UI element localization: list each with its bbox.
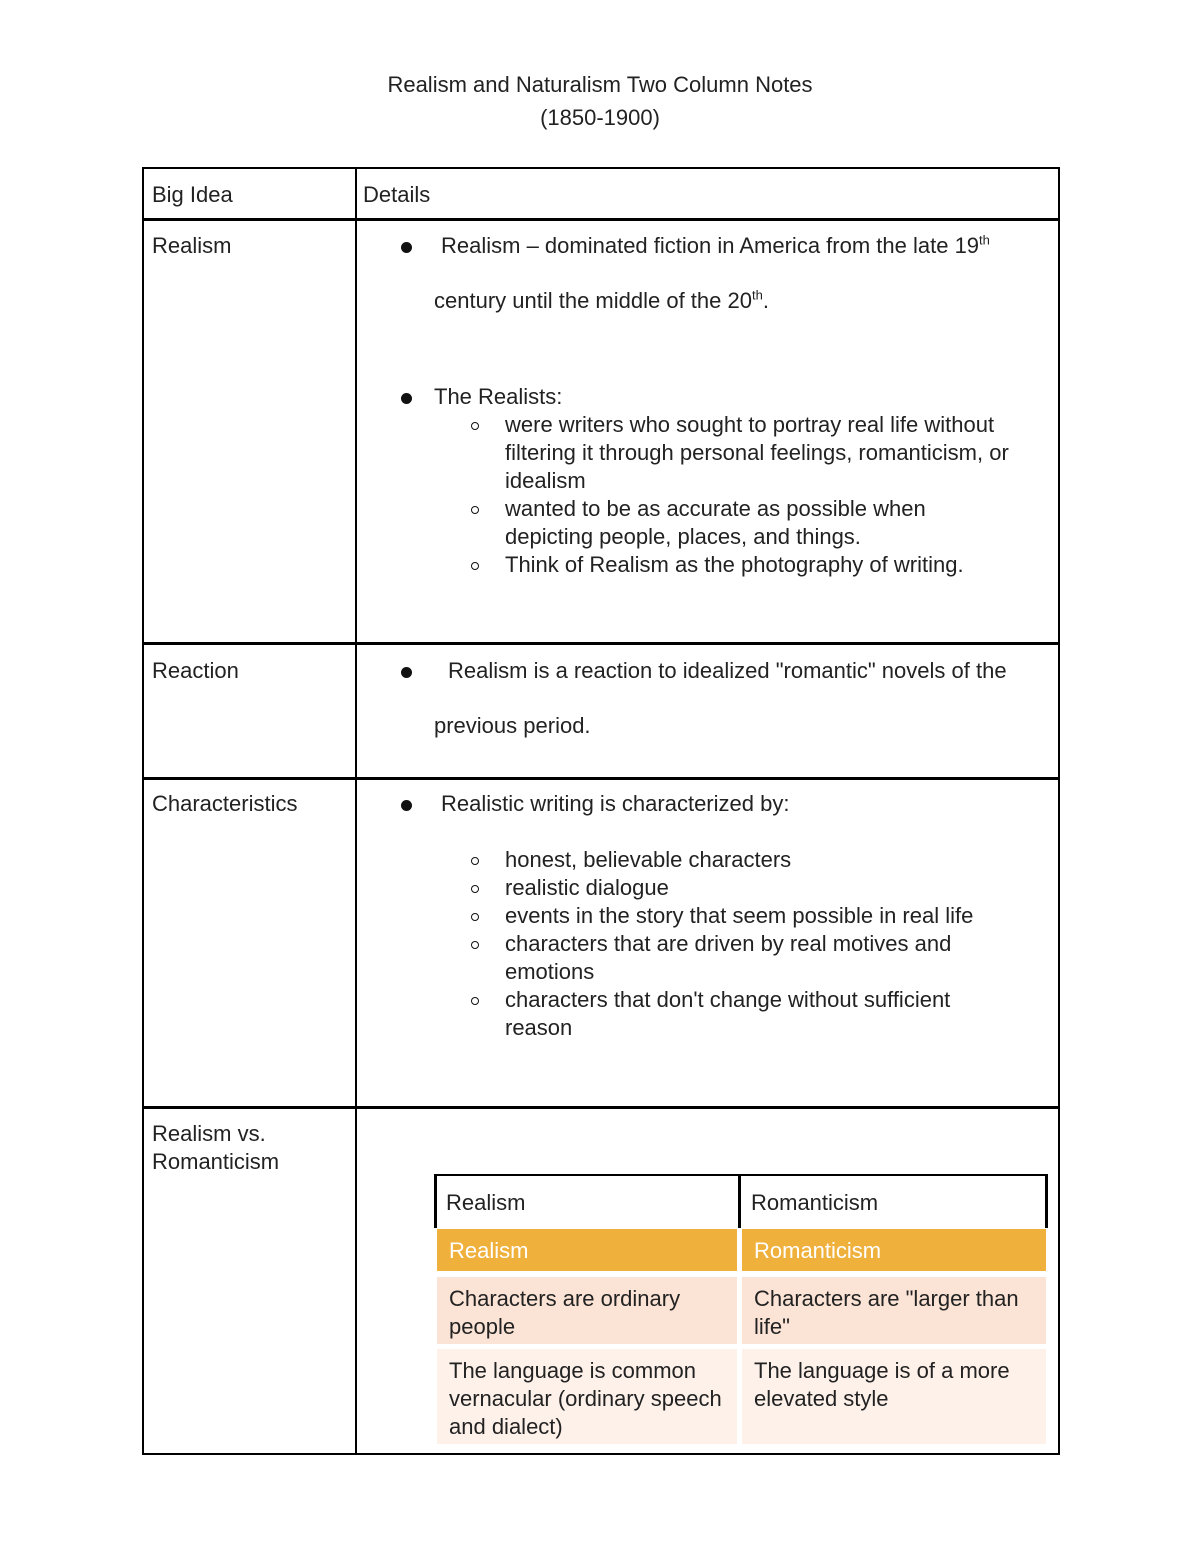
sub-bullet-icon xyxy=(471,941,479,949)
comparison-cell-realism: Realism xyxy=(437,1229,737,1271)
row-divider xyxy=(144,1106,1058,1109)
characteristic-item: characters that are driven by real motives and emotions xyxy=(505,931,952,984)
header-details: Details xyxy=(363,182,431,207)
reaction-detail-line1: Realism is a reaction to idealized "romantic" novels of the xyxy=(448,658,1007,683)
row-divider xyxy=(144,777,1058,780)
realism-detail-line2: century until the middle of the 20th. xyxy=(434,287,769,313)
realists-heading: The Realists: xyxy=(434,384,563,409)
bullet-icon xyxy=(401,242,412,253)
realism-detail-line1: Realism – dominated fiction in America from the late 19th xyxy=(441,232,990,258)
header-border xyxy=(1045,1176,1048,1228)
header-big-idea: Big Idea xyxy=(152,182,233,207)
big-idea-characteristics: Characteristics xyxy=(152,791,298,816)
realists-sub-item: wanted to be as accurate as possible when depicting people, places, and things. xyxy=(505,496,926,549)
document-subtitle: (1850-1900) xyxy=(540,105,660,130)
characteristic-item: characters that don't change without sufficient reason xyxy=(505,987,951,1040)
bullet-icon xyxy=(401,667,412,678)
column-divider xyxy=(355,169,357,1453)
characteristic-item: realistic dialogue xyxy=(505,875,669,900)
sub-bullet-icon xyxy=(471,997,479,1005)
comparison-header-romanticism: Romanticism xyxy=(751,1190,879,1215)
sub-bullet-icon xyxy=(471,885,479,893)
bullet-icon xyxy=(401,800,412,811)
big-idea-reaction: Reaction xyxy=(152,658,239,683)
comparison-table xyxy=(434,1174,1048,1444)
big-idea-realism: Realism xyxy=(152,233,232,258)
bullet-icon xyxy=(401,393,412,404)
realists-sub-item: Think of Realism as the photography of writing. xyxy=(505,552,964,577)
sub-bullet-icon xyxy=(471,562,479,570)
row-divider xyxy=(144,642,1058,645)
notes-table xyxy=(142,167,1060,1455)
comparison-header-realism: Realism xyxy=(446,1190,526,1215)
comparison-cell-realism: Characters are ordinary people xyxy=(437,1277,737,1344)
realists-sub-item: were writers who sought to portray real life without filtering it through personal feelings, romanticism, or idealism xyxy=(505,412,1009,493)
comparison-header xyxy=(434,1174,1048,1226)
sub-bullet-icon xyxy=(471,913,479,921)
big-idea-realism-vs-romanticism: Realism vs. Romanticism xyxy=(152,1121,280,1174)
comparison-cell-romanticism: The language is of a more elevated style xyxy=(742,1349,1046,1444)
header-border xyxy=(434,1176,437,1228)
characteristics-intro: Realistic writing is characterized by: xyxy=(441,791,790,816)
header-border xyxy=(738,1176,741,1228)
reaction-detail-line2: previous period. xyxy=(434,713,591,738)
sub-bullet-icon xyxy=(471,506,479,514)
sub-bullet-icon xyxy=(471,857,479,865)
sub-bullet-icon xyxy=(471,422,479,430)
comparison-cell-romanticism: Characters are "larger than life" xyxy=(742,1277,1046,1344)
document-title: Realism and Naturalism Two Column Notes xyxy=(387,72,813,97)
characteristic-item: events in the story that seem possible in real life xyxy=(505,903,974,928)
characteristic-item: honest, believable characters xyxy=(505,847,792,872)
comparison-cell-realism: The language is common vernacular (ordinary speech and dialect) xyxy=(437,1349,737,1444)
row-divider xyxy=(144,218,1058,221)
comparison-cell-romanticism: Romanticism xyxy=(742,1229,1046,1271)
